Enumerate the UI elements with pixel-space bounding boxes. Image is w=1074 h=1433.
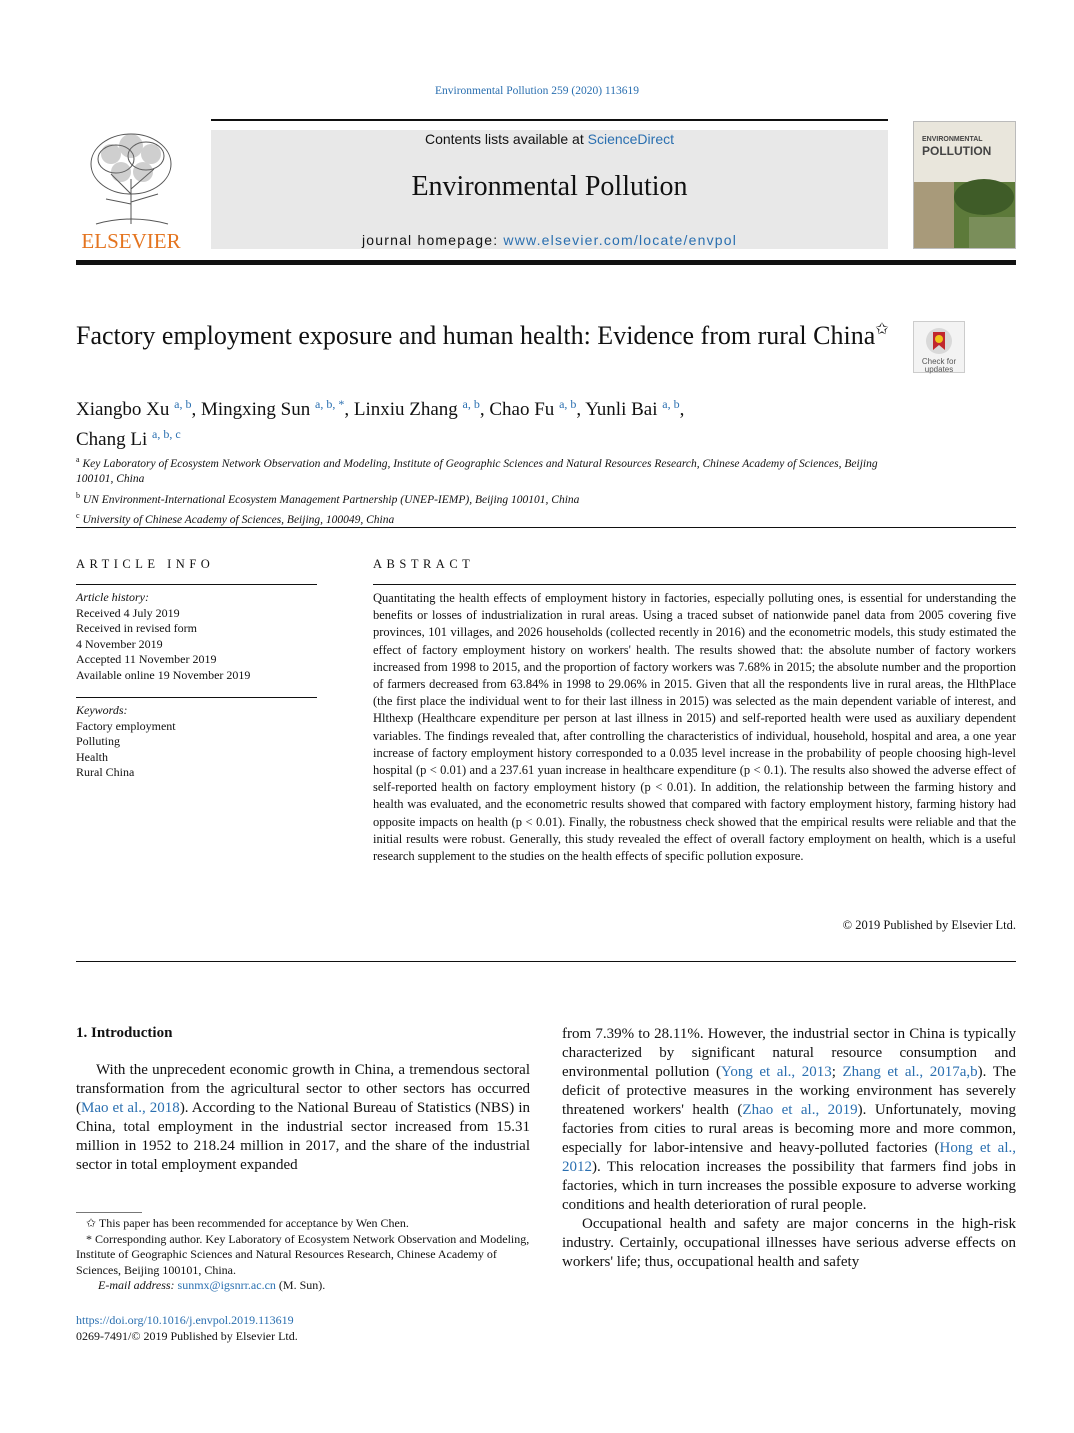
elsevier-wordmark: ELSEVIER [81,229,181,252]
author-affil-marker[interactable]: a, b [462,397,480,411]
header-top-rule [211,119,888,121]
author[interactable]: Yunli Bai [585,399,658,420]
affiliation-item: $^b$ UN Environment-International Ecosystem Management Partnership (UNEP-IEMP), Beijing 100101, China [76,490,580,506]
author-affil-marker[interactable]: a, b, * [315,397,345,411]
author[interactable]: Chang Li [76,429,148,450]
author-affil-marker[interactable]: a, b [174,397,192,411]
paragraph: Occupational health and safety are major concerns in the high-risk industry. Certainly, occupational illnesses have serious adverse effects on workers' life; thus, occupational health and safety [562,1216,1016,1270]
footnotes [76,1216,530,1294]
doi-link[interactable]: https://doi.org/10.1016/j.envpol.2019.113619 [76,1313,294,1327]
crossmark-label-1: Check for [921,357,957,366]
author[interactable]: Chao Fu [489,399,555,420]
journal-homepage [211,232,888,248]
keyword-item: Rural China [76,765,135,779]
abstract-text: Quantitating the health effects of employment history in factories, especially polluting ones, is essential for understanding the benefits or losses of industrialization in rural areas. Using a traced subset of nationwide panel data from 2005 covering five provinces, 101 villages, and 2026 households (collected recently in 2016) and the econometric models, this study estimated the effect of factory employment history on workers' health. The results showed that: the absolute number of factory workers increased from 1998 to 2015, and the proportion of factory workers was 7.68% in 2015; the absolute number and the proportion of farmers decreased from 63.84% in 1998 to 29.06% in 2015. Given that all the respondents live in rural areas, the HlthPlace (the first place the individual went to for their last illness in 2015) was selected as the main dependent variable of interest, and Hlthexp (Healthcare expenditure per person at last illness in 2015) and self-reported health were used as auxiliary dependent variables. The findings revealed that, after controlling the characteristics of individual, household, hospital and area, a one year increase of factory employment history corresponded to a 0.035 level increase in the probability of people choosing high-level hospital (p < 0.01) and a 237.61 yuan increase in healthcare expenditure (p < 0.1). The results also showed the adverse effect of self-reported health on factory employment history (p < 0.01). In addition, the relationship between the farming history and health was evaluated, and the econometric results showed that compared with factory employment history, farming history had opposite impacts on health (p < 0.01). Finally, the robustness check showed that the empirical results were reliable and that the initial results were robust. Generally, this study revealed the effect of overall factory employment on health, which is a useful research supplement to the studies on the health effects of specific pollution exposure. [373,591,1016,864]
homepage-link[interactable]: www.elsevier.com/locate/envpol [503,232,738,248]
journal-cover[interactable] [913,121,1016,249]
author-affil-marker[interactable]: a, b [662,397,680,411]
keywords [76,703,317,781]
section-divider [76,527,1016,528]
body-column-left [76,1061,530,1175]
article-info-heading: ARTICLE INFO [76,557,215,571]
history-item: Accepted 11 November 2019 [76,652,217,666]
footnote-rule [76,1212,142,1213]
cover-image [914,122,1016,249]
citation-link[interactable]: Yong et al., 2013 [720,1064,832,1080]
history-label: Article history: [76,590,149,604]
history-item: 4 November 2019 [76,636,163,651]
keyword-item: Factory employment [76,718,176,733]
section-divider [76,961,1016,962]
keyword-item: Health [76,749,108,764]
affiliation-item: $^c$ University of Chinese Academy of Sciences, Beijing, 100049, China [76,511,395,526]
crossmark-icon [924,326,954,356]
footnote-corresponding: * Corresponding author. Key Laboratory of Ecosystem Network Observation and Modeling, Institute of Geographic Sciences and Natural Resources Research, Chinese Academy of Sciences, Beijing 100101, China. [76,1231,530,1277]
header-bottom-rule [76,260,1016,265]
article-info-rule [76,584,317,585]
history-item: Received in revised form [76,621,197,635]
author[interactable]: Linxiu Zhang [353,399,458,420]
crossmark-label-2: updates [924,365,954,374]
keyword-item: Polluting [76,734,121,748]
abstract-copyright: © 2019 Published by Elsevier Ltd. [842,918,1016,932]
history-item: Available online 19 November 2019 [76,667,251,682]
author-affil-marker[interactable]: a, b, c [152,427,181,441]
homepage-label: journal homepage: [361,232,504,248]
paragraph: With the unprecedent economic growth in China, a tremendous sectoral transformation from the agricultural sector to other sectors has occurred (Mao et al., 2018). According to the National Bureau of Statistics (NBS) in China, total employment in the industrial sector increased from 15.31 million in 1952 to 218.24 million in 2017, and the share of the industrial sector in total employment expanded [76,1062,530,1173]
issn-copyright: 0269-7491/© 2019 Published by Elsevier Ltd. [76,1328,298,1343]
paragraph: from 7.39% to 28.11%. However, the industrial sector in China is typically characterized by significant natural resource consumption and environmental pollution (Yong et al., 2013; Zhang et al., 2017a,b). The deficit of protective measures in the working environment has severely threatened workers' health (Zhao et al., 2019). Unfortunately, moving factories from cities to rural areas is becoming more and more common, especially for labor-intensive and heavy-polluted factories (Hong et al., 2012). This relocation increases the possibility that farmers find jobs in factories, which in turn increases the possible exposure to adverse working conditions and health deterioration of rural people. [562,1026,1017,1213]
affiliations [76,452,906,528]
author-affil-marker[interactable]: a, b [559,397,577,411]
body-column-right [562,1025,1016,1272]
cover-title-line1: ENVIRONMENTAL [922,136,983,143]
footnote-star: ✩ This paper has been recommended for acceptance by Wen Chen. [86,1216,409,1230]
article-history [76,590,317,683]
doi-block [76,1313,298,1344]
history-item: Received 4 July 2019 [76,605,180,620]
citation-link[interactable]: Mao et al., 2018 [81,1100,180,1116]
cover-title-line2: POLLUTION [922,144,992,158]
citation-link[interactable]: Zhao et al., 2019 [742,1102,858,1118]
keywords-label: Keywords: [76,703,128,717]
citation-link[interactable]: Zhang et al., 2017a,b [842,1064,978,1080]
check-for-updates-badge[interactable] [913,321,965,373]
affiliation-item: $^a$ Key Laboratory of Ecosystem Network Observation and Modeling, Institute of Geographic Sciences and Natural Resources Research, Chinese Academy of Sciences, Beijing 100101, China [76,455,878,486]
journal-reference[interactable]: Environmental Pollution 259 (2020) 113619 [434,85,639,97]
contents-prefix: Contents lists available at [424,131,588,147]
contents-line [211,131,888,147]
abstract-heading: ABSTRACT [373,557,475,571]
journal-name: Environmental Pollution [411,171,688,202]
abstract-rule [373,584,1016,585]
email-link[interactable]: sunmx@igsnrr.ac.cn [177,1278,276,1292]
title-star-mark[interactable]: ✩ [875,321,889,338]
author[interactable]: Xiangbo Xu [76,399,170,420]
footnote-email: E-mail address: sunmx@igsnrr.ac.cn (M. Sun). [98,1278,326,1292]
author-list: Xiangbo Xu $^{a, b}$, Mingxing Sun $^{a, b, *}$, Linxiu Zhang $^{a, b}$, Chao Fu $^{a, b}$, Yunli Bai $^{a, b}$, Chang Li $^{a, b, c}$ [76,397,685,450]
author[interactable]: Mingxing Sun [200,399,311,420]
section-heading-introduction: 1. Introduction [76,1025,173,1041]
article-title: Factory employment exposure and human health: Evidence from rural China✩ [76,321,889,350]
sciencedirect-link[interactable]: ScienceDirect [587,131,674,147]
keywords-rule [76,697,317,698]
elsevier-logo [76,124,186,252]
citation-link[interactable]: Hong et al., 2012 [562,1140,1016,1175]
